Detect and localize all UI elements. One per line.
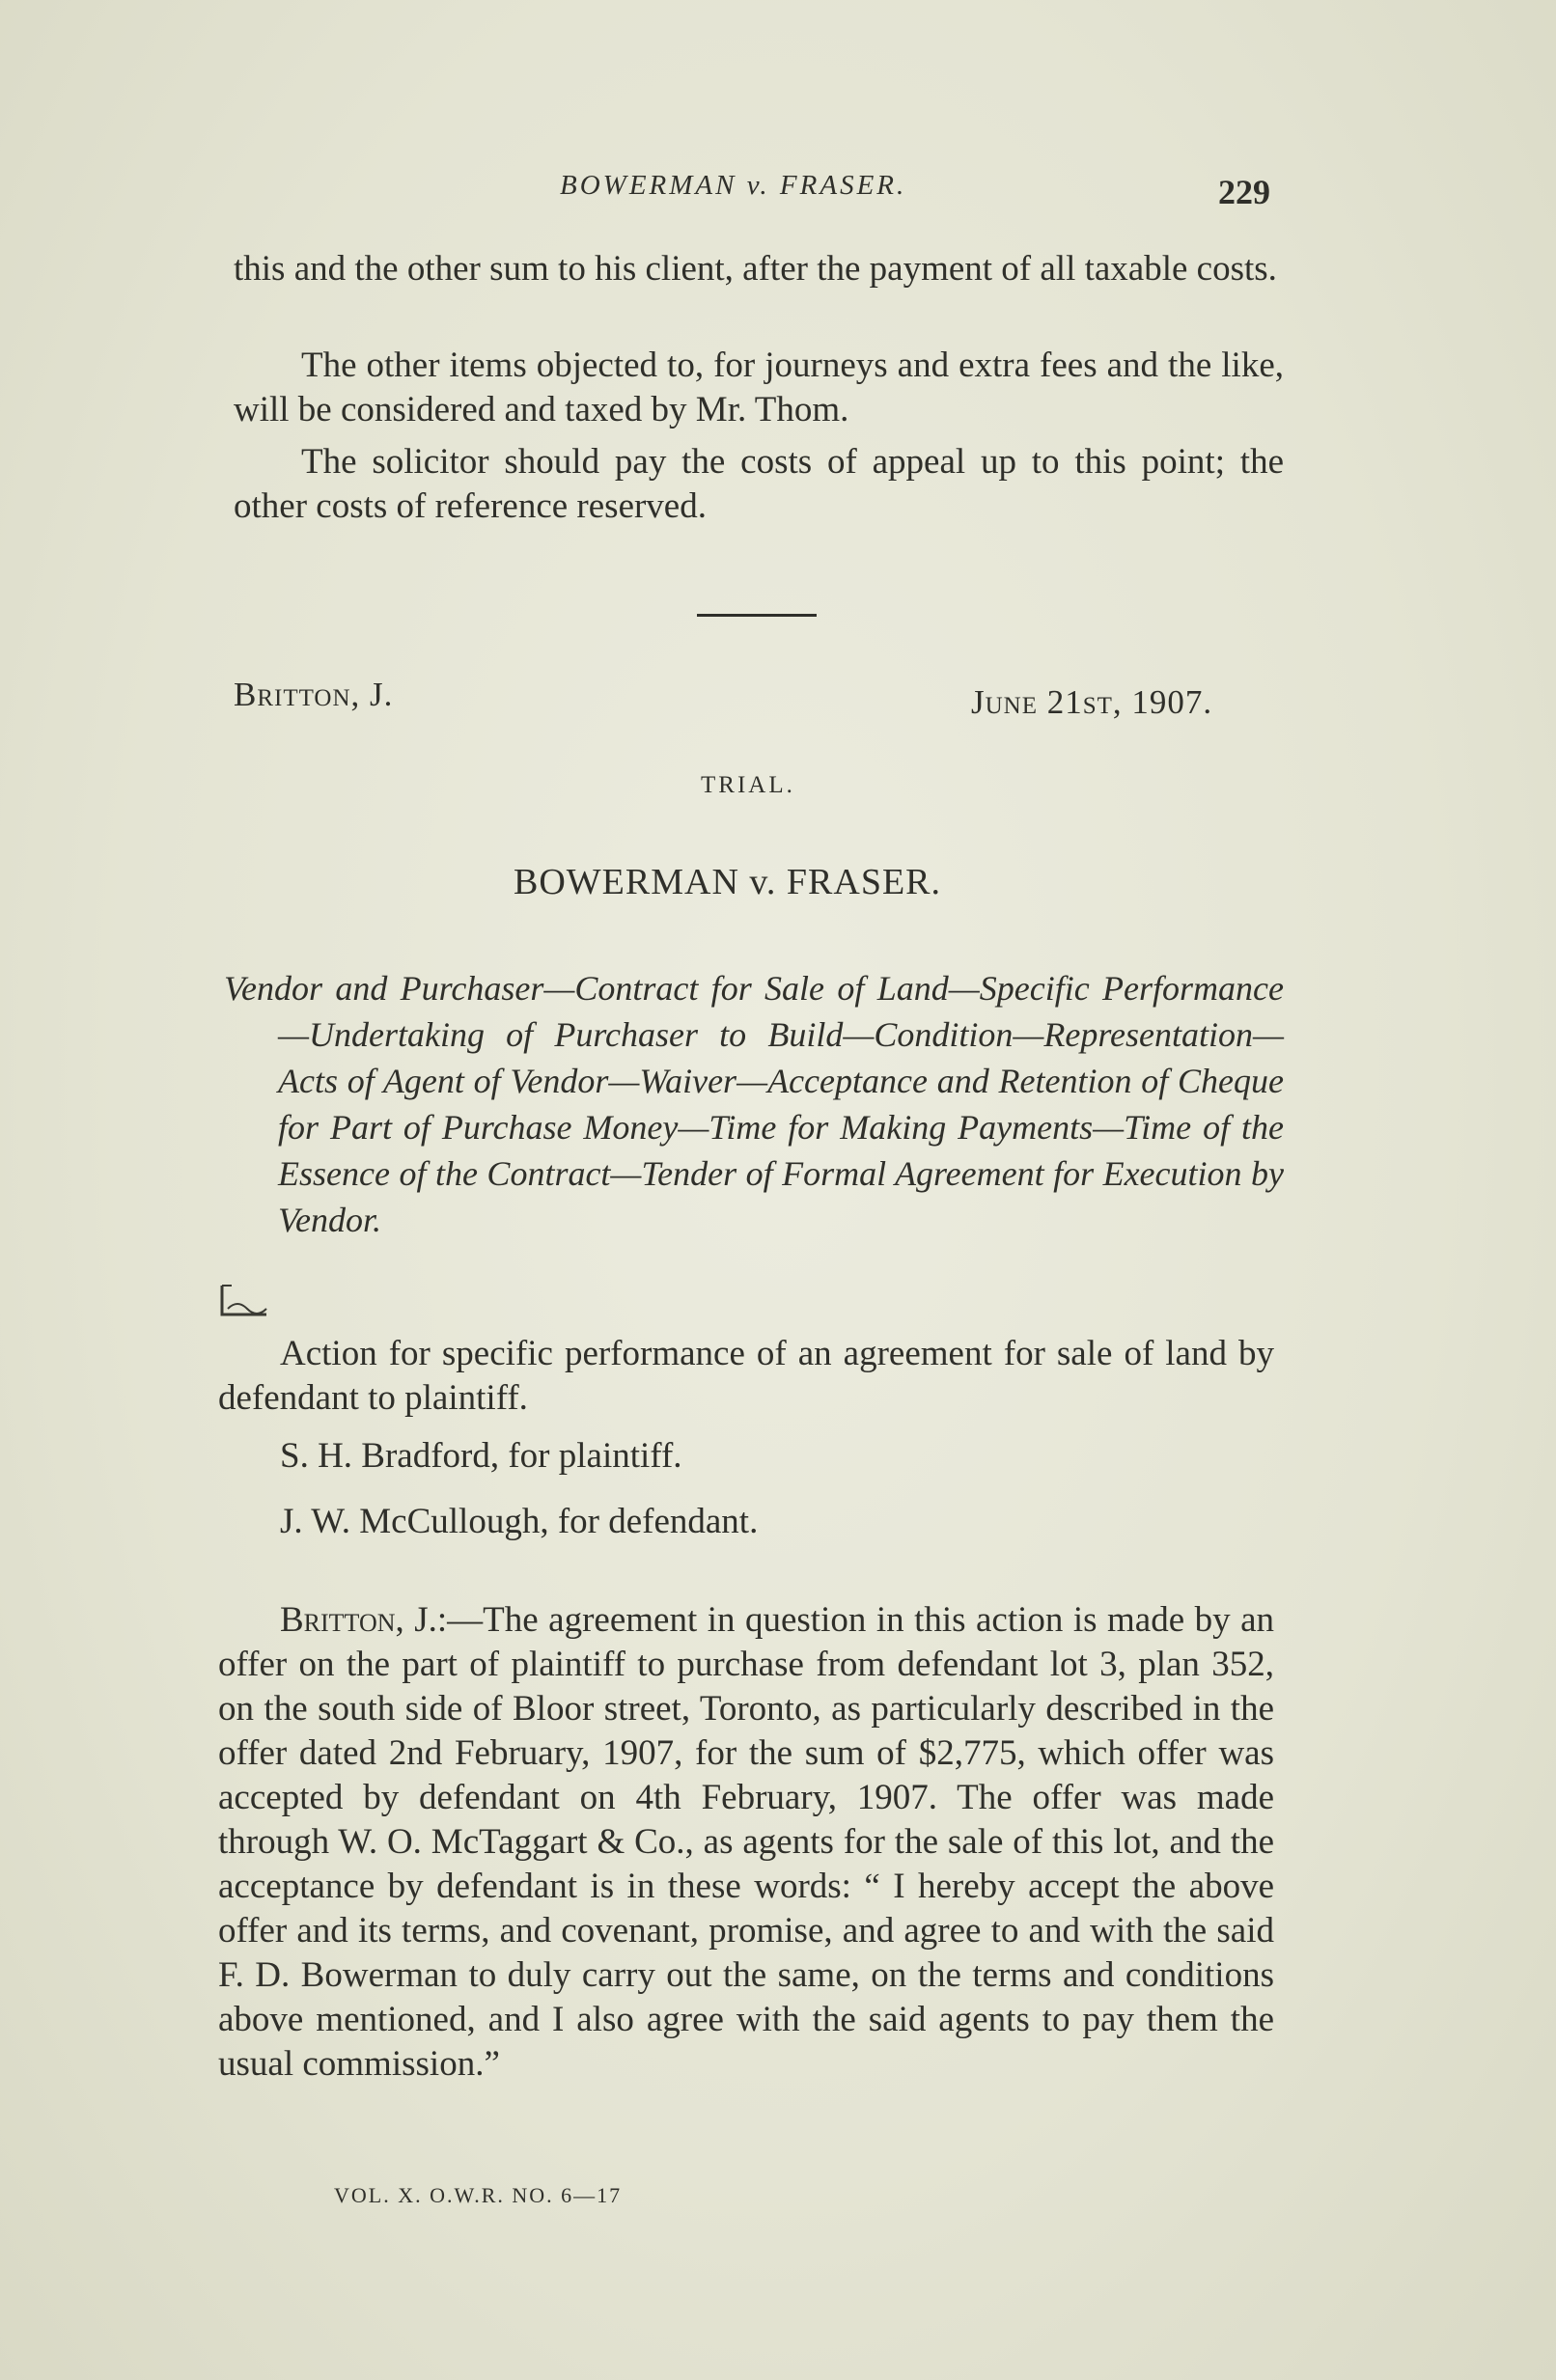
decision-date: June 21st, 1907. xyxy=(971,683,1213,721)
prior-case-paragraph-3: The solicitor should pay the costs of appeal up to this point; the other costs of reference reserved. xyxy=(234,442,1284,526)
case-title: BOWERMAN v. FRASER. xyxy=(514,862,942,902)
judgment-text: :—The agreement in question in this action is made by an offer on the part of plaintiff to purchase from defendant lot 3, plan 352, on the south side of Bloor street, Toronto, as particularly described in the offer dated 2nd February, 1907, for the sum of $2,775, which offer was accepted by defendant on 4th February, 1907. The offer was made through W. O. McTaggart & Co., as agents for the sale of this lot, and the acceptance by defendant is in these words: “ I hereby accept the above offer and its terms, and covenant, promise, and agree to and with the said F. D. Bowerman to duly carry out the same, on the terms and conditions above mentioned, and I also agree with the said agents to pay them the usual commission.” xyxy=(218,1600,1274,2084)
printer-signature: VOL. X. O.W.R. NO. 6—17 xyxy=(334,2183,623,2207)
counsel-defendant: J. W. McCullough, for defendant. xyxy=(280,1502,759,1541)
prior-case-paragraph-1: this and the other sum to his client, after the payment of all taxable costs. xyxy=(234,249,1277,289)
printer-mark-icon xyxy=(218,1282,274,1320)
counsel-plaintiff: S. H. Bradford, for plaintiff. xyxy=(280,1436,682,1476)
judge-name: Britton, J. xyxy=(234,676,394,713)
section-divider xyxy=(697,614,817,617)
page-number: 229 xyxy=(1218,173,1270,211)
running-head: BOWERMAN v. FRASER. xyxy=(560,170,907,201)
headnote: Vendor and Purchaser—Contract for Sale of Land—Specific Performance—Undertaking of Purchaser to Build—Condition—Representation—Acts of Agent of Vendor—Waiver—Acceptance and Retention of Cheque for Part of Purchase Money—Time for Making Payments—Time of the Essence of the Contract—Tender of Formal Agreement for Execution by Vendor. xyxy=(224,969,1284,1239)
statement-of-action: Action for specific performance of an agreement for sale of land by defendant to plaintiff. xyxy=(218,1334,1274,1418)
prior-case-paragraph-2: The other items objected to, for journeys and extra fees and the like, will be considered and taxed by Mr. Thom. xyxy=(234,346,1284,429)
court-label: TRIAL. xyxy=(701,772,795,798)
judgment-paragraph xyxy=(218,1598,1274,2087)
judgment-speaker: Britton, J. xyxy=(280,1600,437,1640)
